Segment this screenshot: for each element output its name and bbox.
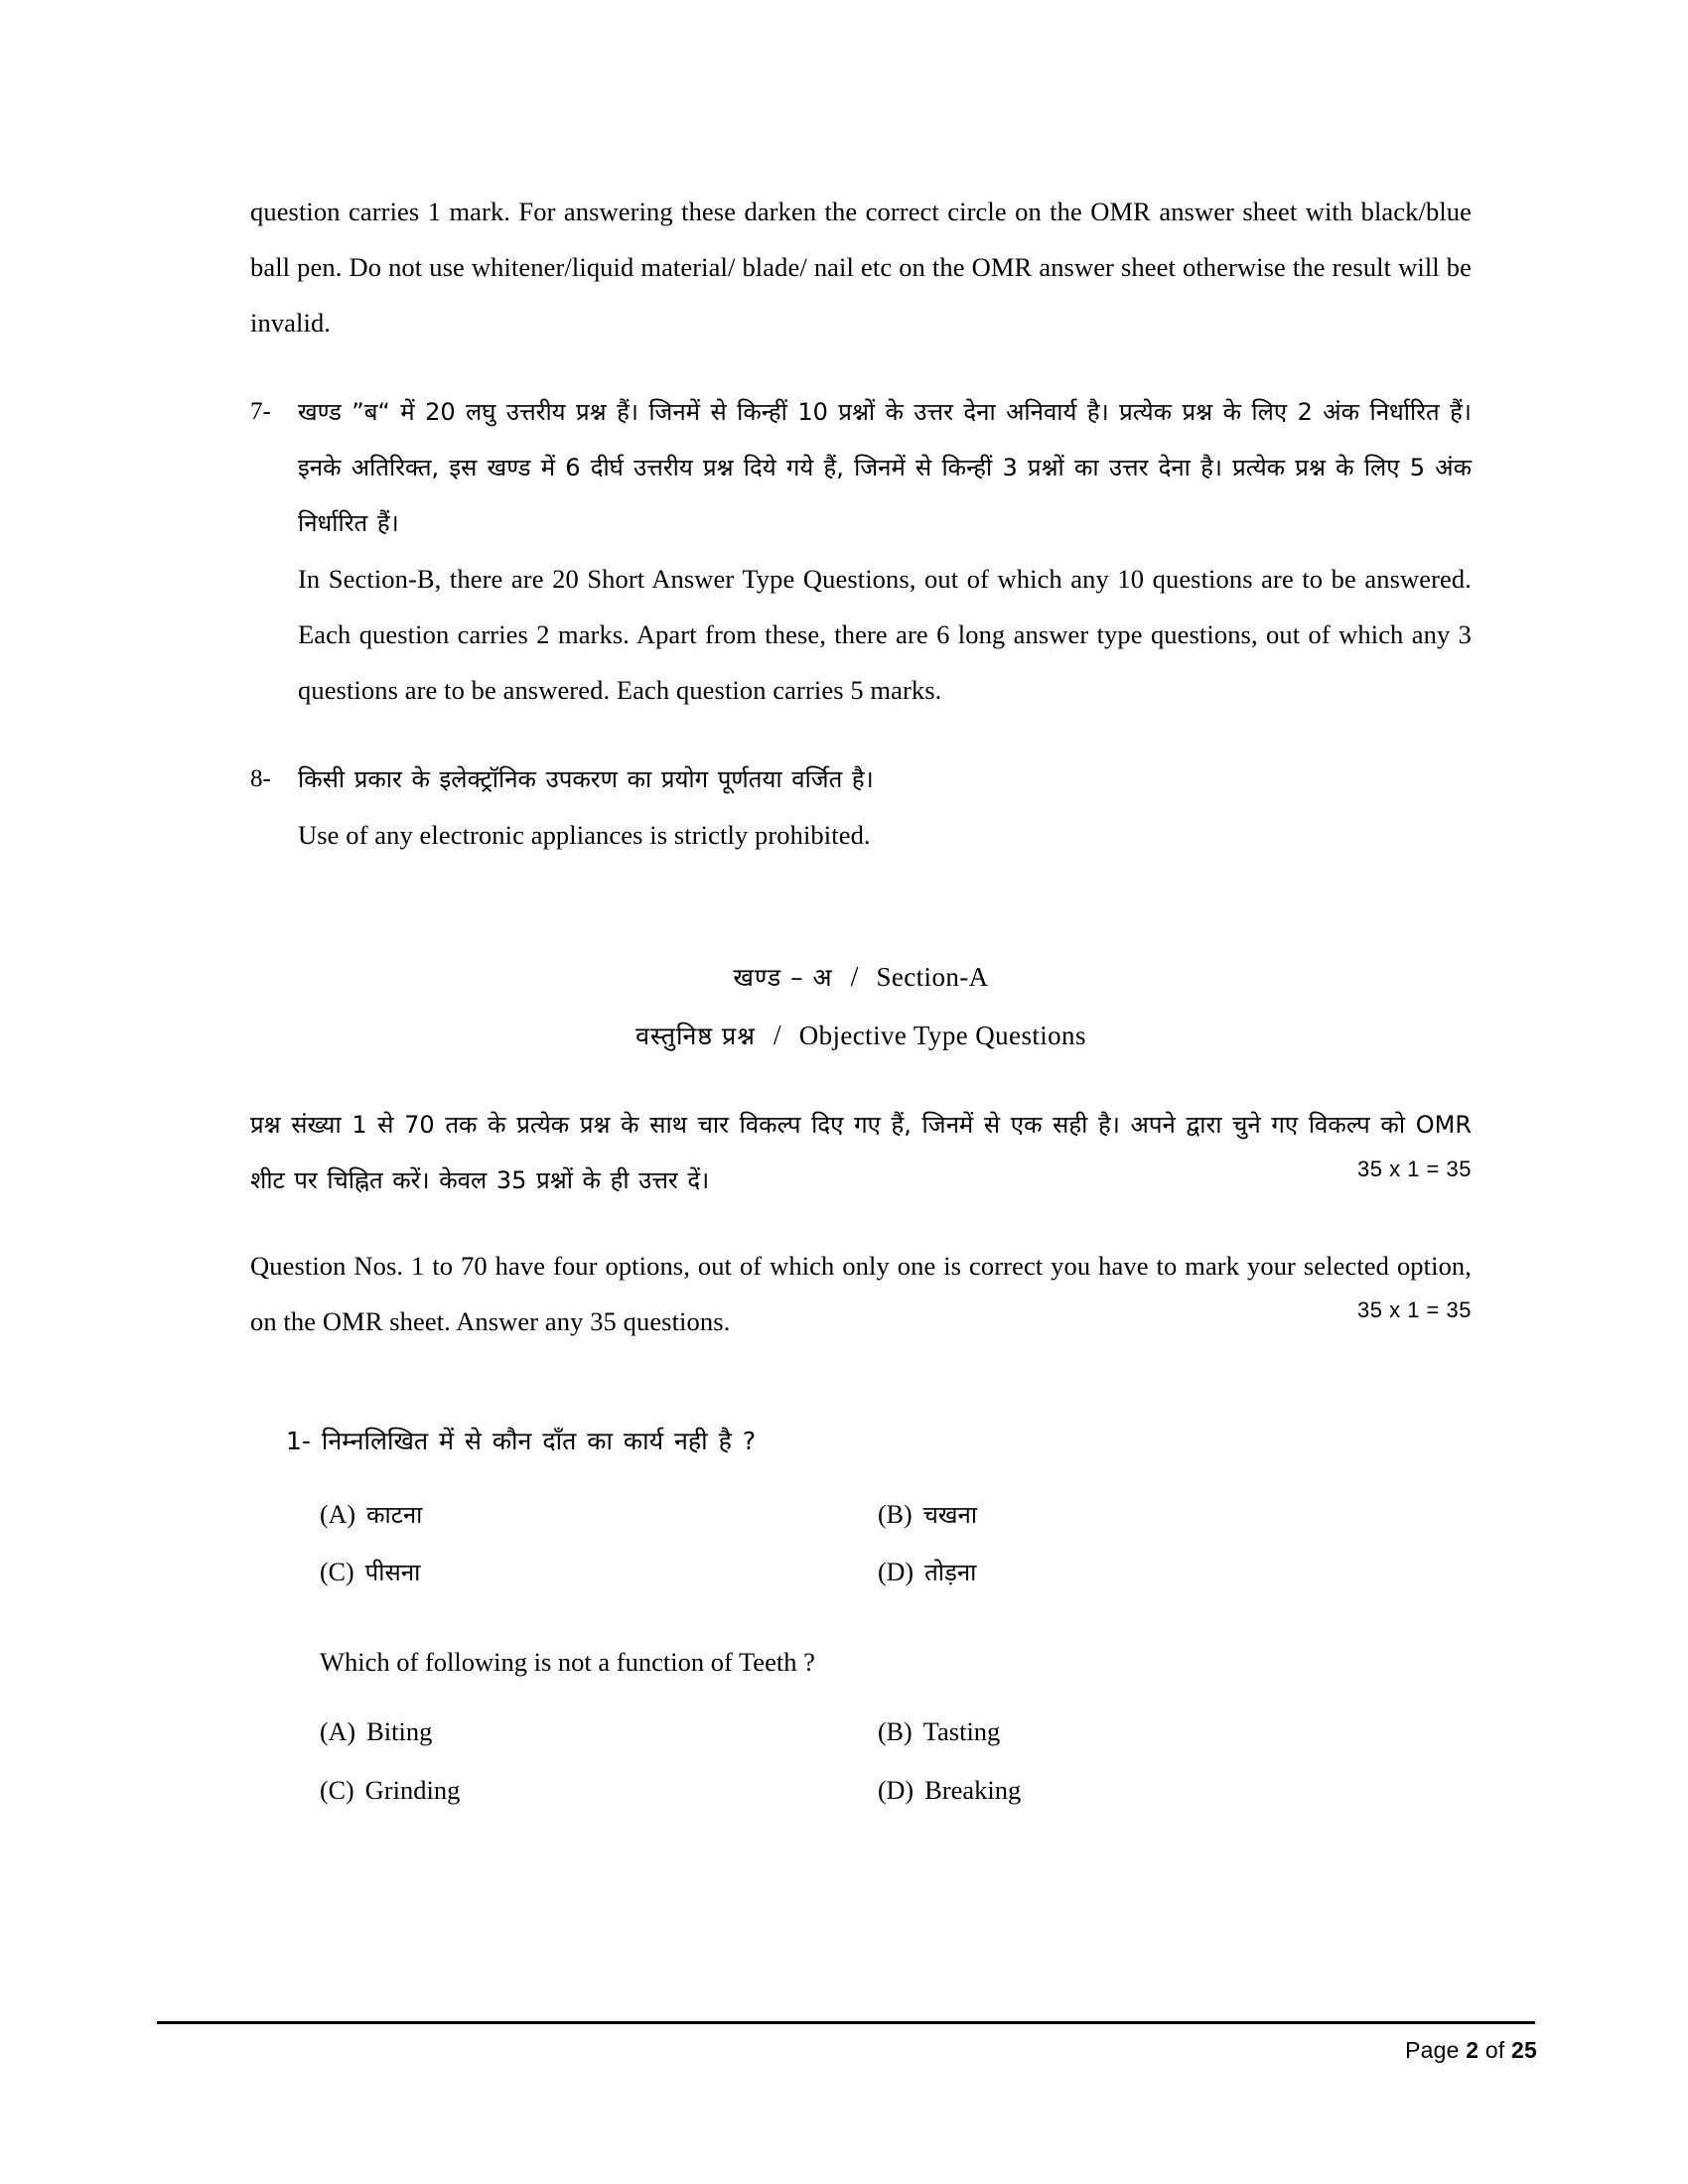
objective-instruction-english: Question Nos. 1 to 70 have four options, out of which only one is correct you have to mark your selected option, on the OMR sheet. Answer any 35 questions. [250,1251,1472,1336]
option-a-tag: (A) [320,1500,356,1529]
instruction-7-hindi: खण्ड ”ब“ में 20 लघु उत्तरीय प्रश्न हैं। जिनमें से किन्हीं 10 प्रश्नों के उत्तर देना अनिवार्य है। प्रत्येक प्रश्न के लिए 2 अंक निर्धारित हैं। इनके अतिरिक्त, इस खण्ड में 6 दीर्घ उत्तरीय प्रश्न दिये गये हैं, जिनमें से किन्हीं 3 प्रश्नों का उत्तर देना है। प्रत्येक प्रश्न के लिए 5 अंक निर्धारित हैं। [298,398,1472,537]
question-1-number: 1- [286,1427,311,1455]
instruction-8-hindi: किसी प्रकार के इलेक्ट्रॉनिक उपकरण का प्रयोग पूर्णतया वर्जित है। [298,765,874,793]
objective-instruction-hindi: प्रश्न संख्या 1 से 70 तक के प्रत्येक प्रश्न के साथ चार विकल्प दिए गए हैं, जिनमें से एक सही है। अपने द्वारा चुने गए विकल्प को OMR शीट पर चिह्नित करें। केवल 35 प्रश्नों के ही उत्तर दें। [250,1111,1472,1194]
footer-page-prefix: Page [1405,2037,1460,2063]
hindi-marks-value: 35 x 1 = 35 [1357,1157,1472,1181]
option-c-tag: (C) [320,1776,354,1805]
section-a-subtitle-english: Objective Type Questions [798,1021,1086,1050]
objective-instruction-english-block [250,1238,1472,1349]
question-1 [250,1415,1472,1820]
page-footer [1405,2037,1537,2064]
option-a-label: Biting [366,1716,433,1746]
section-a-title-hindi: खण्ड – अ [733,963,833,992]
instruction-number-7: 7- [250,398,271,425]
question-1-text-hindi: निम्नलिखित में से कौन दाँत का कार्य नही है ? [321,1427,757,1455]
option-row [320,1486,1472,1544]
continued-instruction-paragraph: question carries 1 mark. For answering these darken the correct circle on the OMR answer sheet with black/blue ball pen. Do not use whitener/liquid material/ blade/ nail etc on the OMR answer sheet otherwise the result will be invalid. [250,197,1472,338]
footer-page-number: 2 [1466,2037,1479,2063]
page-content [250,184,1472,1820]
objective-instruction-hindi-block [250,1097,1472,1208]
option-a-english[interactable] [320,1703,878,1761]
section-a-headings [250,950,1472,1067]
section-a-title-line [250,950,1472,1009]
option-d-tag: (D) [878,1558,914,1586]
section-a-title-english: Section-A [876,962,989,992]
option-row [320,1703,1472,1761]
english-marks-value: 35 x 1 = 35 [1357,1297,1472,1322]
option-d-hindi[interactable] [878,1544,1436,1601]
option-b-label: चखना [922,1501,978,1529]
question-1-stem-english: Which of following is not a function of Teeth ? [320,1647,815,1677]
section-a-subtitle-line [250,1009,1472,1067]
footer-page-middle: of [1484,2037,1505,2063]
question-1-options-english [286,1703,1472,1820]
instruction-8-english: Use of any electronic appliances is strictly prohibited. [298,820,871,850]
option-a-label: काटना [366,1501,423,1529]
title-separator-icon: / [850,962,859,993]
option-b-english[interactable] [878,1703,1436,1761]
option-c-hindi[interactable] [320,1544,878,1601]
option-d-english[interactable] [878,1761,1436,1820]
instruction-item-8 [250,751,1472,863]
option-a-hindi[interactable] [320,1486,878,1544]
option-d-tag: (D) [878,1776,914,1805]
footer-divider [157,2021,1535,2024]
option-c-label: पीसना [364,1559,421,1586]
footer-page-total: 25 [1511,2037,1537,2063]
option-b-label: Tasting [922,1716,1001,1746]
option-d-label: तोड़ना [924,1559,977,1586]
option-b-tag: (B) [878,1500,913,1529]
option-a-tag: (A) [320,1717,356,1746]
option-c-tag: (C) [320,1558,354,1586]
option-c-label: Grinding [364,1775,461,1805]
question-1-options-hindi [286,1486,1472,1601]
option-row [320,1761,1472,1820]
instruction-number-8: 8- [250,765,271,792]
option-b-tag: (B) [878,1717,913,1746]
option-b-hindi[interactable] [878,1486,1436,1544]
question-1-stem-hindi [286,1415,1472,1468]
option-c-english[interactable] [320,1761,878,1820]
option-d-label: Breaking [924,1775,1022,1805]
option-row [320,1544,1472,1601]
instruction-item-7 [250,384,1472,718]
instruction-7-english: In Section-B, there are 20 Short Answer Type Questions, out of which any 10 questions are to be answered. Each question carries 2 marks. Apart from these, there are 6 long answer type questions, out of which any 3 questions are to be answered. Each question carries 5 marks. [298,564,1472,705]
subtitle-separator-icon: / [773,1021,781,1051]
section-a-subtitle-hindi: वस्तुनिष्ठ प्रश्न [635,1022,756,1050]
